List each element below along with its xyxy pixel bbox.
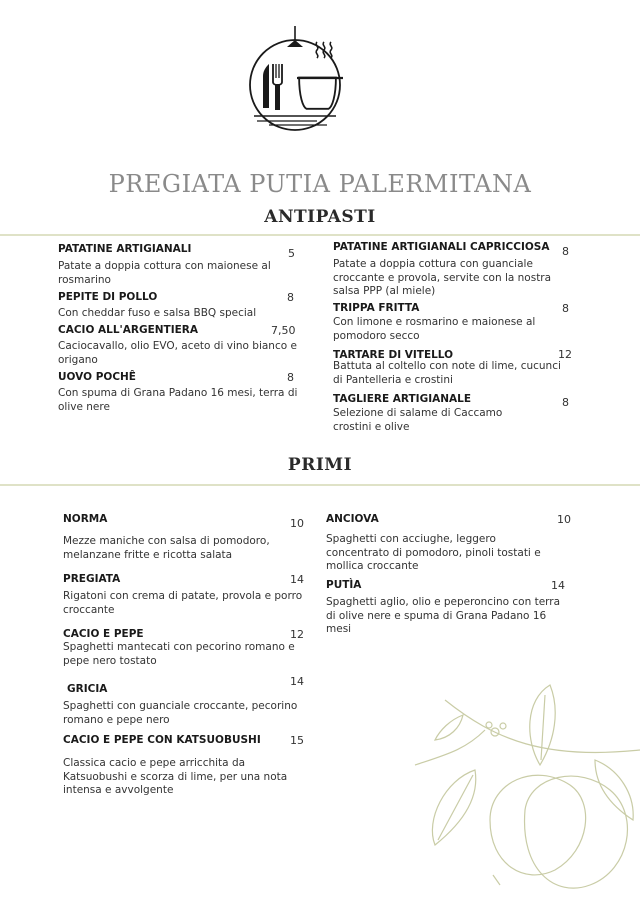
- item-price: 14: [290, 675, 304, 688]
- item-description: Mezze maniche con salsa di pomodoro, melanzane fritte e ricotta salata: [63, 535, 270, 561]
- item-description: Battuta al coltello con note di lime, cucunci di Pantelleria e crostini: [333, 360, 561, 386]
- item-name: TAGLIERE ARTIGIANALE: [333, 393, 472, 405]
- item-price: 15: [290, 734, 304, 747]
- item-description: Spaghetti mantecati con pecorino romano e pepe nero tostato: [63, 641, 295, 667]
- restaurant-logo-icon: [247, 26, 343, 144]
- item-name: NORMA: [63, 513, 108, 525]
- section-title-antipasti: ANTIPASTI: [264, 207, 376, 227]
- item-name: CACIO E PEPE: [63, 628, 144, 640]
- item-name: UOVO POCHÊ: [58, 371, 136, 383]
- item-description: Spaghetti con acciughe, leggero concentrato di pomodoro, pinoli tostati e mollica croccante: [326, 533, 541, 572]
- item-price: 8: [287, 371, 294, 384]
- item-name: PREGIATA: [63, 573, 121, 585]
- item-price: 8: [287, 291, 294, 304]
- item-name: PATATINE ARTIGIANALI: [58, 243, 192, 255]
- item-name: PEPITE DI POLLO: [58, 291, 158, 303]
- item-price: 12: [290, 628, 304, 641]
- item-description: Caciocavallo, olio EVO, aceto di vino bianco e origano: [58, 340, 297, 366]
- item-name: CACIO E PEPE CON KATSUOBUSHI: [63, 734, 261, 746]
- item-price: 10: [557, 513, 571, 526]
- section-divider: [0, 234, 640, 236]
- item-description: Patate a doppia cottura con maionese al rosmarino: [58, 260, 271, 286]
- item-name: CACIO ALL'ARGENTIERA: [58, 324, 198, 336]
- item-price: 14: [290, 573, 304, 586]
- item-price: 14: [551, 579, 565, 592]
- item-description: Patate a doppia cottura con guanciale croccante e provola, servite con la nostra salsa PPP (al miele): [333, 258, 552, 297]
- item-description: Con limone e rosmarino e maionese al pomodoro secco: [333, 316, 536, 342]
- section-divider: [0, 484, 640, 486]
- item-name: TARTARE DI VITELLO: [333, 349, 454, 361]
- item-description: Selezione di salame di Caccamo crostini e olive: [333, 407, 503, 433]
- item-description: Spaghetti con guanciale croccante, pecorino romano e pepe nero: [63, 700, 298, 726]
- section-title-primi: PRIMI: [287, 455, 353, 475]
- item-name: TRIPPA FRITTA: [333, 302, 420, 314]
- item-price: 12: [558, 348, 572, 361]
- item-price: 10: [290, 517, 304, 530]
- item-description: Spaghetti aglio, olio e peperoncino con terra di olive nere e spuma di Grana Padano 16 mesi: [326, 596, 561, 635]
- item-price: 7,50: [271, 324, 296, 337]
- item-description: Rigatoni con crema di patate, provola e porro croccante: [63, 590, 303, 616]
- lemon-branch-decoration-icon: [405, 670, 640, 905]
- item-price: 5: [288, 247, 295, 260]
- item-description: Classica cacio e pepe arricchita da Katsuobushi e scorza di lime, per una nota intensa e avvolgente: [63, 757, 288, 796]
- item-name: PUTÌA: [326, 579, 362, 591]
- item-description: Con spuma di Grana Padano 16 mesi, terra di olive nere: [58, 387, 298, 413]
- item-price: 8: [562, 396, 569, 409]
- item-name: ANCIOVA: [326, 513, 379, 525]
- item-name: GRICIA: [67, 683, 108, 695]
- restaurant-title: PREGIATA PUTIA PALERMITANA: [108, 170, 532, 198]
- item-description: Con cheddar fuso e salsa BBQ special: [58, 307, 257, 319]
- item-price: 8: [562, 245, 569, 258]
- item-name: PATATINE ARTIGIANALI CAPRICCIOSA: [333, 241, 550, 253]
- item-price: 8: [562, 302, 569, 315]
